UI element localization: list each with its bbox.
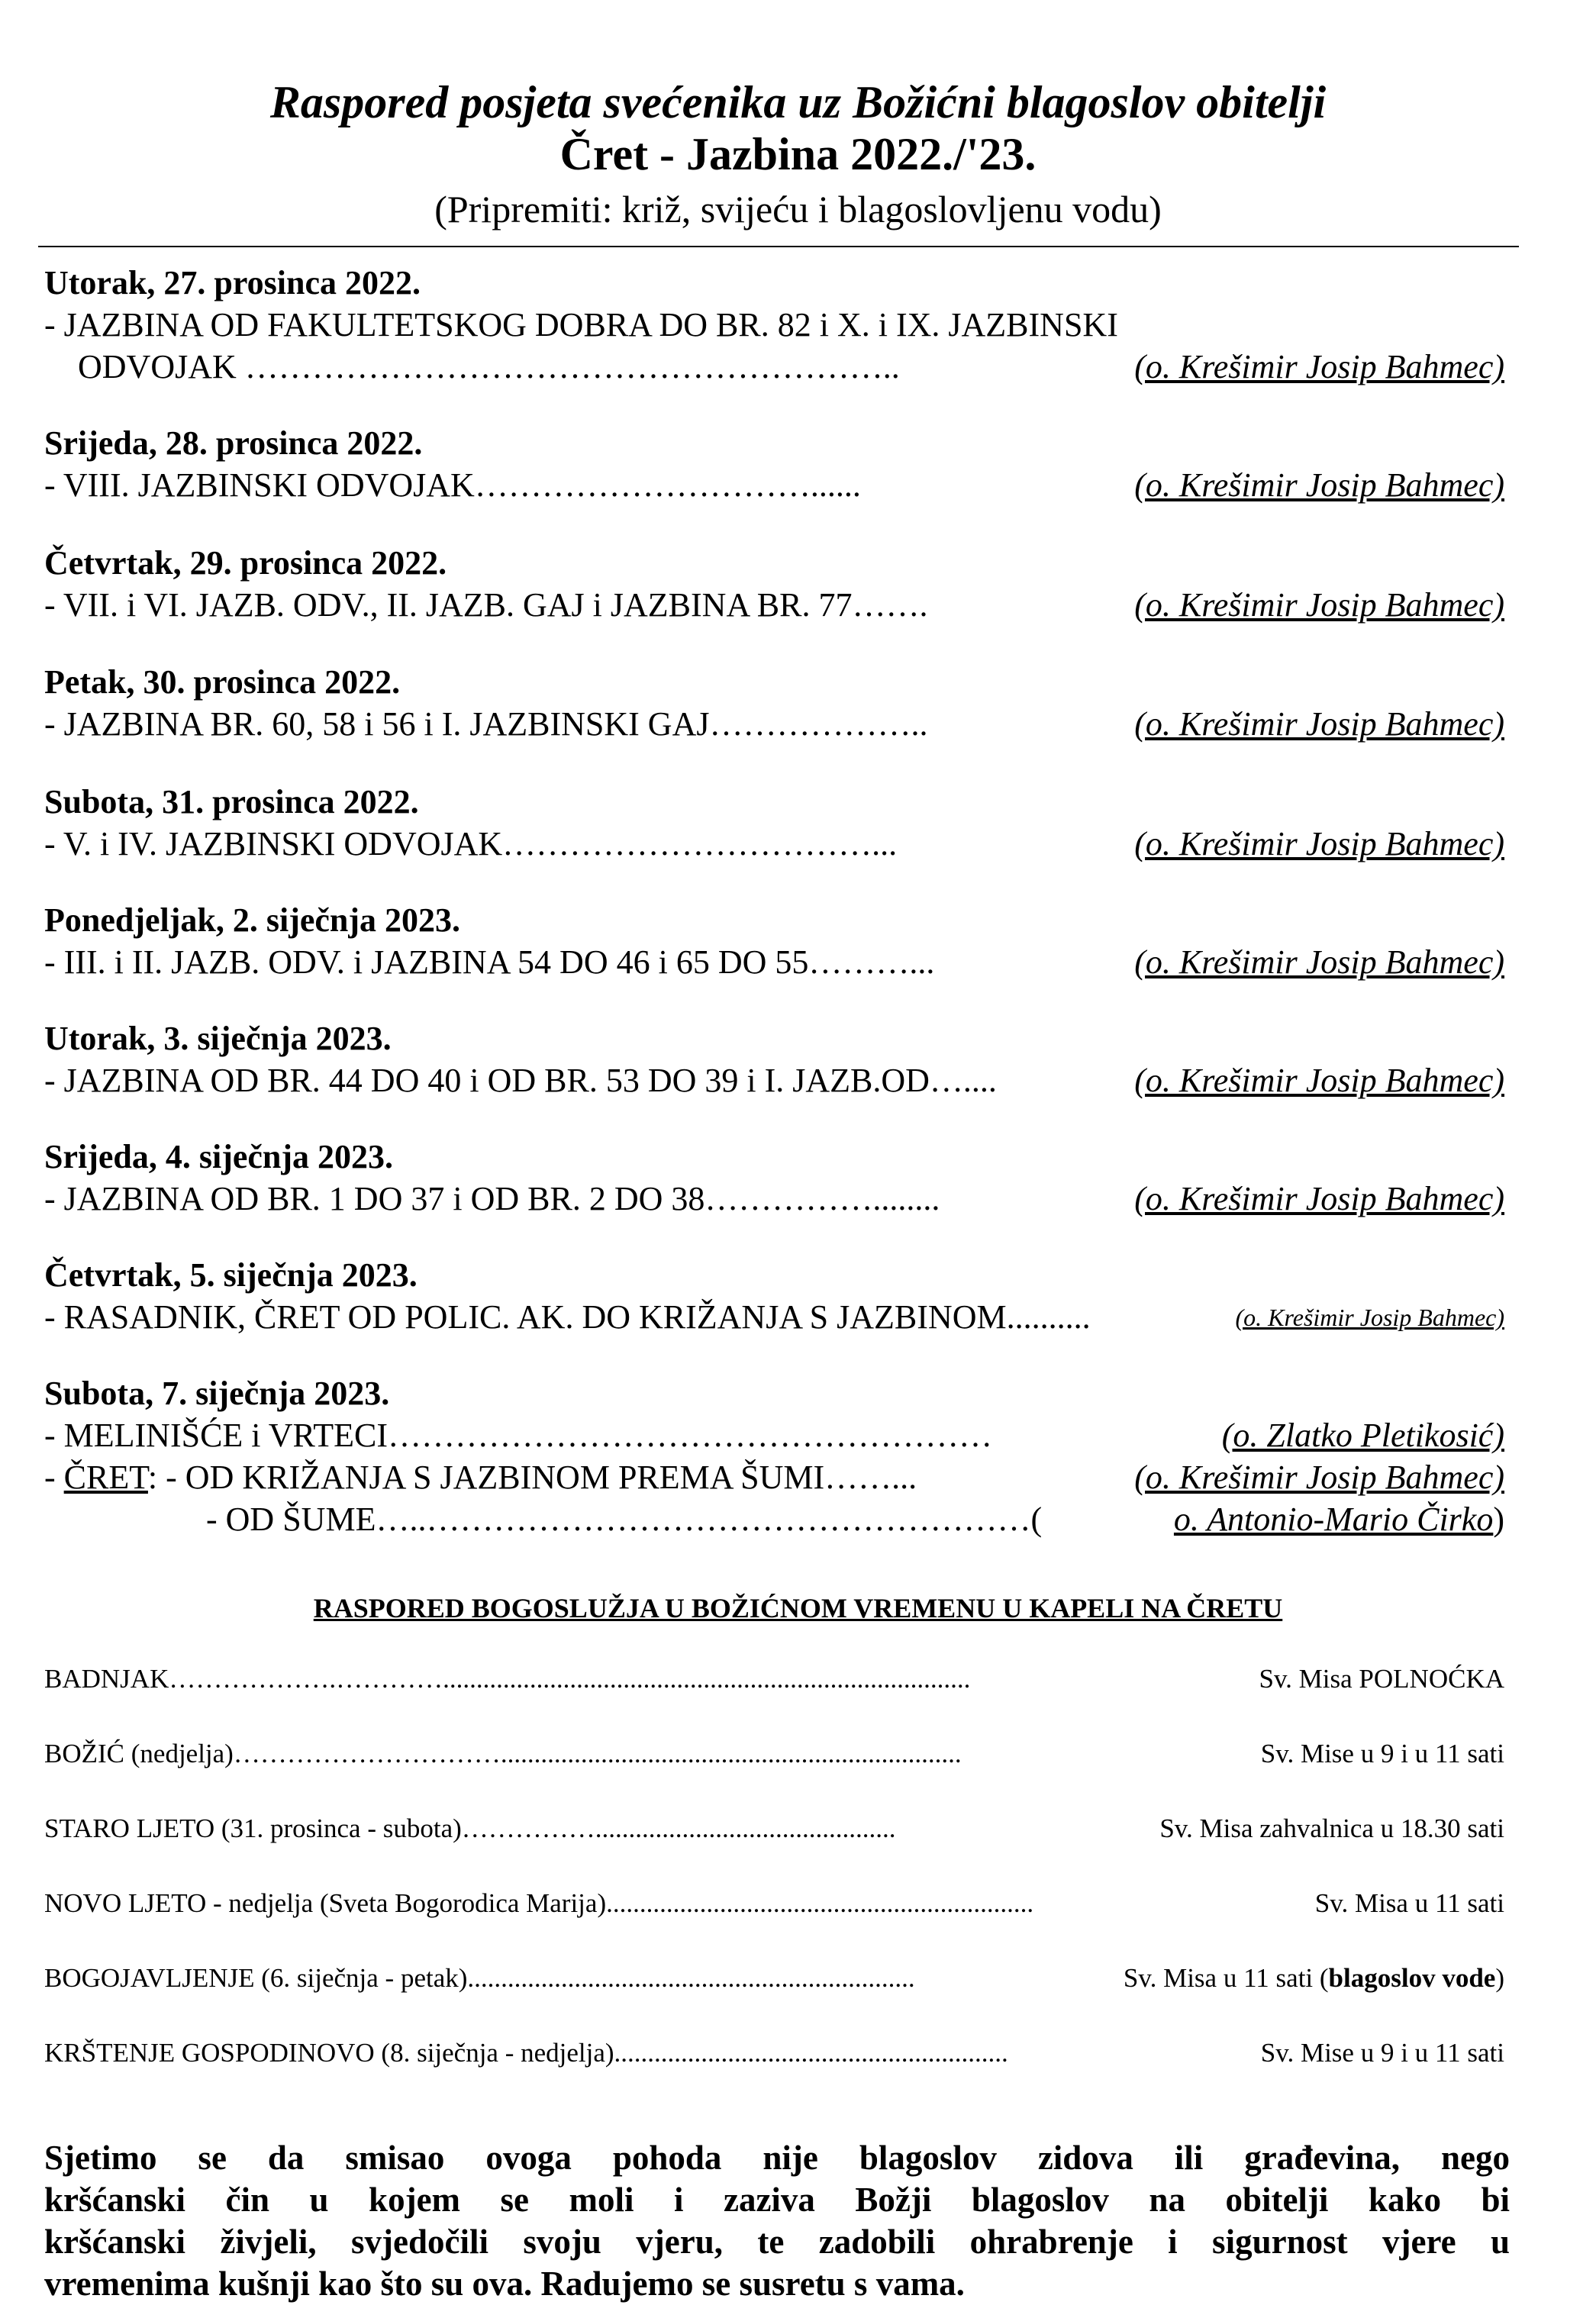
mass-row-time: Sv. Misa zahvalnica u 18.30 sati (1159, 1813, 1504, 1843)
visit-area: - RASADNIK, ČRET OD POLIC. AK. DO KRIŽANJA S JAZBINOM.......... (44, 1298, 1091, 1336)
mass-row-label: STARO LJETO (31. prosinca - subota)……………............................................. (44, 1813, 896, 1843)
closing-line: kršćanski čin u kojem se moli i zaziva Božji blagoslov na obitelji kako bi (44, 2181, 1510, 2219)
visit-day: Srijeda, 4. siječnja 2023. (44, 1138, 394, 1175)
mass-row-time: Sv. Mise u 9 i u 11 sati (1260, 2038, 1504, 2068)
closing-line: kršćanski živjeli, svjedočili svoju vjeru, te zadobili ohrabrenje i sigurnost vjere u (44, 2223, 1510, 2261)
mass-row-label: KRŠTENJE GOSPODINOVO (8. siječnja - nedjelja)........................................................... (44, 2038, 1008, 2068)
visit-day: Utorak, 3. siječnja 2023. (44, 1020, 392, 1057)
visit-area: - JAZBINA OD BR. 1 DO 37 i OD BR. 2 DO 38……………........ (44, 1180, 940, 1217)
visit-priest: (o. Krešimir Josip Bahmec) (1134, 943, 1504, 981)
visit-area: - VIII. JAZBINSKI ODVOJAK…………………………...... (44, 466, 861, 504)
mass-row-label: BOŽIĆ (nedjelja)…………………………..................................................................... (44, 1739, 962, 1768)
visit-priest: (o. Krešimir Josip Bahmec) (1134, 348, 1504, 385)
visit-day: Subota, 7. siječnja 2023. (44, 1375, 390, 1412)
visit-area-cret (44, 1458, 917, 1497)
visit-priest: (o. Krešimir Josip Bahmec) (1134, 586, 1504, 624)
mass-row-time: Sv. Misa POLNOĆKA (1259, 1664, 1504, 1694)
cret-prefix: - (44, 1459, 64, 1496)
mass-row-label: BADNJAK……………….…………............................................................................... (44, 1664, 971, 1694)
visit-day: Srijeda, 28. prosinca 2022. (44, 424, 423, 462)
visit-area: - V. i IV. JAZBINSKI ODVOJAK……………………………... (44, 825, 898, 862)
visit-day: Subota, 31. prosinca 2022. (44, 783, 419, 820)
visit-area: - VII. i VI. JAZB. ODV., II. JAZB. GAJ i JAZBINA BR. 77……. (44, 586, 928, 624)
mass-row-time: Sv. Misa u 11 sati (1314, 1888, 1504, 1918)
mass-row-label: BOGOJAVLJENJE (6. siječnja - petak)................................................................... (44, 1963, 915, 1993)
closing-line: vremenima kušnji kao što su ova. Radujemo se susretu s vama. (44, 2265, 965, 2303)
visit-area-cont: ODVOJAK ………………………………………………….. (78, 348, 900, 385)
mass-time-text: Sv. Misa u 11 sati ( (1123, 1963, 1329, 1993)
visit-day: Četvrtak, 5. siječnja 2023. (44, 1256, 418, 1294)
page-title: Raspored posjeta svećenika uz Božićni blagoslov obitelji (269, 77, 1327, 127)
preparation-note: (Pripremiti: križ, svijeću i blagoslovljenu vodu) (434, 188, 1162, 230)
visit-priest: (o. Krešimir Josip Bahmec) (1134, 1062, 1504, 1099)
visit-priest: (o. Krešimir Josip Bahmec) (1235, 1304, 1504, 1331)
visit-area: - III. i II. JAZB. ODV. i JAZBINA 54 DO 46 i 65 DO 55………... (44, 943, 935, 981)
closing-paragraph (44, 2137, 1510, 2305)
closing-line: Sjetimo se da smisao ovoga pohoda nije blagoslov zidova ili građevina, nego (44, 2139, 1510, 2177)
header-divider (38, 246, 1519, 247)
visit-area: - JAZBINA OD FAKULTETSKOG DOBRA DO BR. 82 i X. i IX. JAZBINSKI (44, 306, 1118, 343)
visit-area: - JAZBINA BR. 60, 58 i 56 i I. JAZBINSKI GAJ……………….. (44, 705, 928, 743)
mass-row-time (1124, 1963, 1504, 1994)
visit-priest: (o. Krešimir Josip Bahmec) (1134, 825, 1504, 862)
visit-priest: (o. Krešimir Josip Bahmec) (1134, 466, 1504, 504)
mass-row-time: Sv. Mise u 9 i u 11 sati (1260, 1739, 1504, 1768)
visit-day: Ponedjeljak, 2. siječnja 2023. (44, 901, 461, 939)
visit-day: Četvrtak, 29. prosinca 2022. (44, 544, 447, 582)
mass-schedule-title: RASPORED BOGOSLUŽJA U BOŽIĆNOM VREMENU U KAPELI NA ČRETU (313, 1593, 1283, 1623)
visit-day: Petak, 30. prosinca 2022. (44, 663, 401, 701)
mass-time-end: ) (1495, 1963, 1504, 1993)
cret-route: : - OD KRIŽANJA S JAZBINOM PREMA ŠUMI……... (147, 1459, 917, 1496)
mass-row-label: NOVO LJETO - nedjelja (Sveta Bogorodica Marija)................................................................ (44, 1888, 1034, 1918)
visit-priest: (o. Krešimir Josip Bahmec) (1134, 1180, 1504, 1217)
visit-area: - JAZBINA OD BR. 44 DO 40 i OD BR. 53 DO 39 i I. JAZB.OD….... (44, 1062, 997, 1099)
visit-area: - MELINIŠĆE i VRTECI……………………………………………… (44, 1417, 992, 1454)
visit-priest: o. Antonio-Mario Čirko (1173, 1501, 1494, 1538)
page-subtitle: Čret - Jazbina 2022./'23. (559, 129, 1037, 179)
visit-priest: (o. Krešimir Josip Bahmec) (1134, 705, 1504, 743)
paren-close: ) (1493, 1501, 1504, 1538)
mass-time-bold: blagoslov vode (1328, 1963, 1496, 1993)
cret-label: ČRET (63, 1459, 148, 1496)
visit-priest: (o. Krešimir Josip Bahmec) (1134, 1459, 1504, 1496)
visit-area-forest: - OD ŠUME…..………………………………………………( (206, 1501, 1043, 1538)
visit-day: Utorak, 27. prosinca 2022. (44, 264, 421, 301)
visit-priest: (o. Zlatko Pletikosić) (1221, 1417, 1504, 1454)
visit-priest-wrap (1174, 1500, 1504, 1539)
